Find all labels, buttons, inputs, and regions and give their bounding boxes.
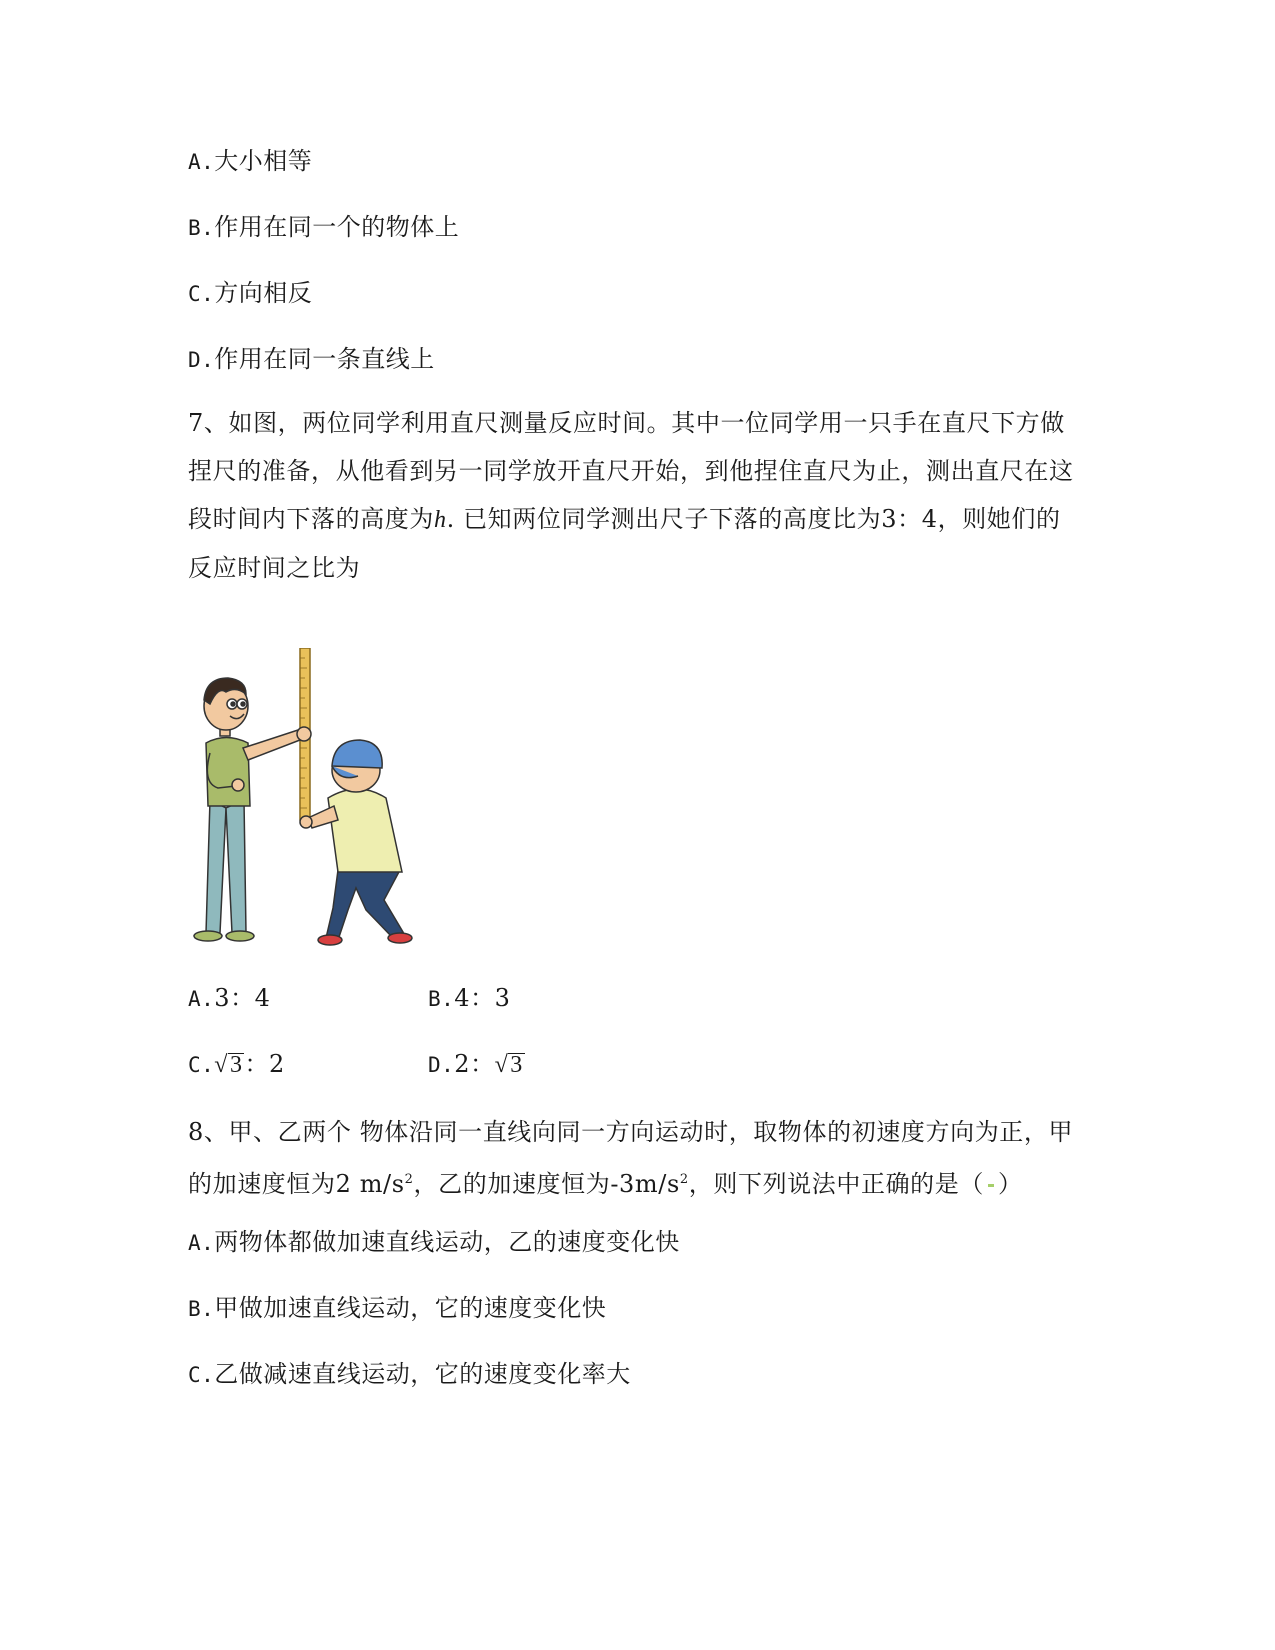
q7-line-3 [188, 495, 1088, 544]
q6-option-d[interactable] [188, 344, 435, 375]
q7-stem [188, 399, 1088, 592]
q7-option-b[interactable] [428, 983, 510, 1014]
option-text: 作用在同一条直线上 [214, 345, 435, 373]
reaction-time-illustration [188, 648, 438, 968]
standing-student-figure [194, 678, 311, 941]
sqrt-expression: √3 [214, 1052, 243, 1078]
option-text: 方向相反 [214, 279, 313, 307]
q7-option-a[interactable] [188, 983, 270, 1014]
superscript: 2 [404, 1172, 414, 1187]
option-label: A. [188, 150, 215, 174]
q6-option-b[interactable] [188, 212, 459, 243]
option-text: 作用在同一个的物体上 [214, 213, 460, 241]
q8-line-1: 8、甲、乙两个 物体沿同一直线向同一方向运动时，取物体的初速度方向为正，甲 [188, 1118, 1074, 1146]
crouching-student-figure [300, 740, 412, 945]
q6-option-a[interactable] [188, 146, 312, 177]
superscript: 2 [679, 1172, 689, 1187]
option-label: B. [428, 987, 455, 1011]
option-label: C. [188, 1053, 215, 1077]
q8-line-2-c: ，则下列说法中正确的是（ [688, 1170, 984, 1198]
q7-line-3-pre: 段时间内下落的高度为 [188, 505, 434, 533]
option-text: 3：4 [214, 984, 271, 1012]
option-text: 大小相等 [214, 147, 313, 175]
q7-option-d[interactable] [428, 1049, 525, 1080]
q8-line-2-a: 的加速度恒为2 m/s [188, 1170, 405, 1198]
q8-option-b[interactable] [188, 1293, 606, 1324]
q8-line-2-d: ） [997, 1170, 1023, 1198]
q8-line-2-b: ，乙的加速度恒为-3m/s [413, 1170, 680, 1198]
option-label: B. [188, 1297, 215, 1321]
option-text: ：2 [244, 1050, 285, 1078]
option-label: B. [188, 216, 215, 240]
option-text: 两物体都做加速直线运动，乙的速度变化快 [214, 1228, 680, 1256]
answer-blank-mark[interactable] [988, 1184, 994, 1187]
q8-line-2 [188, 1156, 1088, 1208]
variable-h: h [434, 507, 447, 533]
option-label: D. [428, 1053, 455, 1077]
q7-option-c[interactable] [188, 1049, 285, 1080]
q8-option-a[interactable] [188, 1227, 680, 1258]
option-text: 乙做减速直线运动，它的速度变化率大 [214, 1360, 631, 1388]
q7-line-2: 捏尺的准备，从他看到另一同学放开直尺开始，到他捏住直尺为止，测出直尺在这 [188, 457, 1074, 485]
q8-option-c[interactable] [188, 1359, 631, 1390]
radicand: 3 [510, 1052, 523, 1078]
q6-option-c[interactable] [188, 278, 312, 309]
option-label: C. [188, 282, 215, 306]
option-text: 2： [454, 1050, 495, 1078]
q8-stem [188, 1108, 1088, 1208]
radicand: 3 [229, 1052, 243, 1078]
option-label: A. [188, 1231, 215, 1255]
q7-line-4: 反应时间之比为 [188, 554, 361, 582]
option-label: D. [188, 348, 215, 372]
q7-line-1: 7、如图，两位同学利用直尺测量反应时间。其中一位同学用一只手在直尺下方做 [188, 409, 1065, 437]
option-text: 甲做加速直线运动，它的速度变化快 [214, 1294, 607, 1322]
sqrt-expression: √3 [494, 1052, 523, 1078]
option-label: A. [188, 987, 215, 1011]
option-text: 4：3 [454, 984, 511, 1012]
q7-line-3-post: . 已知两位同学测出尺子下落的高度比为3：4，则她们的 [446, 505, 1061, 533]
option-label: C. [188, 1363, 215, 1387]
